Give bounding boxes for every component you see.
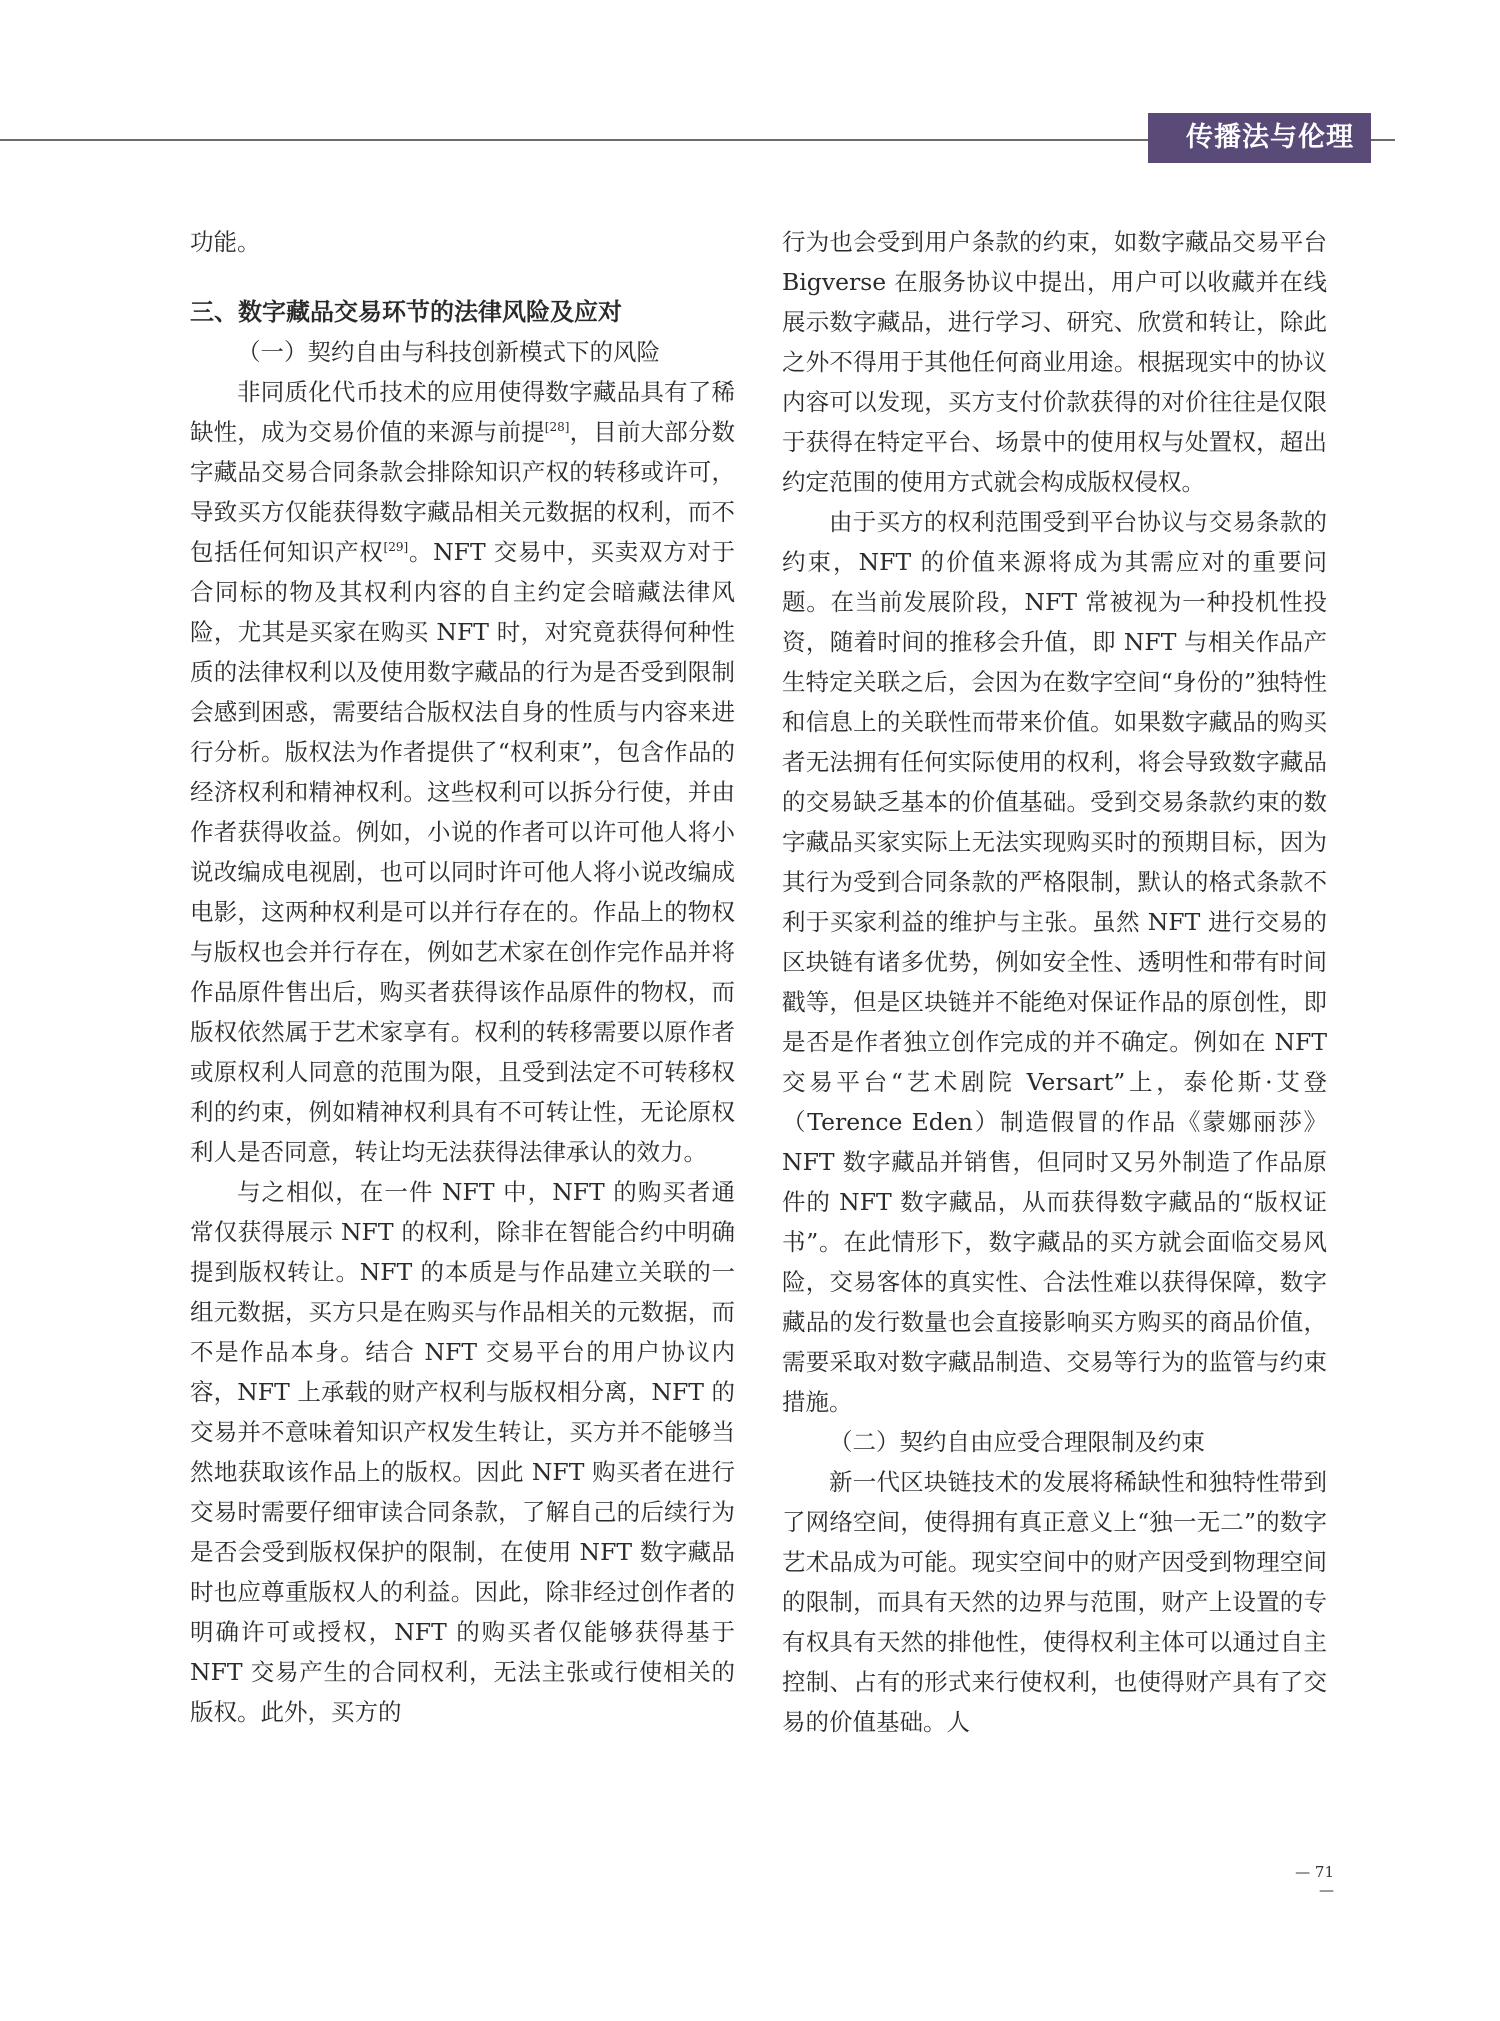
- right-column: [782, 222, 1327, 1742]
- page-number: — 71 —: [1295, 1863, 1334, 1899]
- paragraph: 由于买方的权利范围受到平台协议与交易条款的约束，NFT 的价值来源将成为其需应对的重要问题。在当前发展阶段，NFT 常被视为一种投机性投资，随着时间的推移会升值，即 NFT 与相关作品产生特定关联之后，会因为在数字空间“身份的”独特性和信息上的关联性而带来价值。如果数字藏品的购买者无法拥有任何实际使用的权利，将会导致数字藏品的交易缺乏基本的价值基础。受到交易条款约束的数字藏品买家实际上无法实现购买时的预期目标，因为其行为受到合同条款的严格限制，默认的格式条款不利于买家利益的维护与主张。虽然 NFT 进行交易的区块链有诸多优势，例如安全性、透明性和带有时间戳等，但是区块链并不能绝对保证作品的原创性，即是否是作者独立创作完成的并不确定。例如在 NFT 交易平台“艺术剧院 Versart”上，泰伦斯·艾登（Terence Eden）制造假冒的作品《蒙娜丽莎》NFT 数字藏品并销售，但同时又另外制造了作品原件的 NFT 数字藏品，从而获得数字藏品的“版权证书”。在此情形下，数字藏品的买方就会面临交易风险，交易客体的真实性、合法性难以获得保障，数字藏品的发行数量也会直接影响买方购买的商品价值，需要采取对数字藏品制造、交易等行为的监管与约束措施。: [782, 508, 1327, 1416]
- citation-ref: [29]: [383, 540, 409, 555]
- subsection-heading-2: （二）契约自由应受合理限制及约束: [829, 1428, 1205, 1456]
- paragraph: 与之相似，在一件 NFT 中，NFT 的购买者通常仅获得展示 NFT 的权利，除非在智能合约中明确提到版权转让。NFT 的本质是与作品建立关联的一组元数据，买方只是在购买与作品相关的元数据，而不是作品本身。结合 NFT 交易平台的用户协议内容，NFT 上承载的财产权利与版权相分离，NFT 的交易并不意味着知识产权发生转让，买方并不能够当然地获取该作品上的版权。因此 NFT 购买者在进行交易时需要仔细审读合同条款，了解自己的后续行为是否会受到版权保护的限制，在使用 NFT 数字藏品时也应尊重版权人的利益。因此，除非经过创作者的明确许可或授权，NFT 的购买者仅能够获得基于 NFT 交易产生的合同权利，无法主张或行使相关的版权。此外，买方的: [190, 1178, 735, 1726]
- paragraph-continuation: 行为也会受到用户条款的约束，如数字藏品交易平台 Bigverse 在服务协议中提出，用户可以收藏并在线展示数字藏品，进行学习、研究、欣赏和转让，除此之外不得用于其他任何商业用途。根据现实中的协议内容可以发现，买方支付价款获得的对价往往是仅限于获得在特定平台、场景中的使用权与处置权，超出约定范围的使用方式就会构成版权侵权。: [782, 228, 1327, 496]
- paragraph: [190, 372, 735, 1172]
- paragraph-text: ，目前大部分数字藏品交易合同条款会排除知识产权的转移或许可，导致买方仅能获得数字藏品相关元数据的权利，而不包括任何知识产权: [190, 418, 736, 566]
- paragraph: 新一代区块链技术的发展将稀缺性和独特性带到了网络空间，使得拥有真正意义上“独一无二”的数字艺术品成为可能。现实空间中的财产因受到物理空间的限制，而具有天然的边界与范围，财产上设置的专有权具有天然的排他性，使得权利主体可以通过自主控制、占有的形式来行使权利，也使得财产具有了交易的价值基础。人: [782, 1468, 1327, 1736]
- section-tag: 传播法与伦理: [1148, 113, 1371, 163]
- paragraph-text: 。NFT 交易中，买卖双方对于合同标的物及其权利内容的自主约定会暗藏法律风险，尤其是买家在购买 NFT 时，对究竟获得何种性质的法律权利以及使用数字藏品的行为是否受到限制会感到困惑，需要结合版权法自身的性质与内容来进行分析。版权法为作者提供了“权利束”，包含作品的经济权利和精神权利。这些权利可以拆分行使，并由作者获得收益。例如，小说的作者可以许可他人将小说改编成电视剧，也可以同时许可他人将小说改编成电影，这两种权利是可以并行存在的。作品上的物权与版权也会并行存在，例如艺术家在创作完作品并将作品原件售出后，购买者获得该作品原件的物权，而版权依然属于艺术家享有。权利的转移需要以原作者或原权利人同意的范围为限，且受到法定不可转移权利的约束，例如精神权利具有不可转让性，无论原权利人是否同意，转让均无法获得法律承认的效力。: [190, 538, 736, 1166]
- citation-ref: [28]: [544, 420, 570, 435]
- left-column: [190, 222, 735, 1732]
- subsection-heading-1: （一）契约自由与科技创新模式下的风险: [237, 338, 660, 366]
- paragraph-continuation: 功能。: [190, 228, 261, 256]
- section-heading: 三、数字藏品交易环节的法律风险及应对: [190, 297, 622, 326]
- paragraph-text: 非同质化代币技术的应用使得数字藏品具有了稀缺性，成为交易价值的来源与前提: [190, 378, 735, 446]
